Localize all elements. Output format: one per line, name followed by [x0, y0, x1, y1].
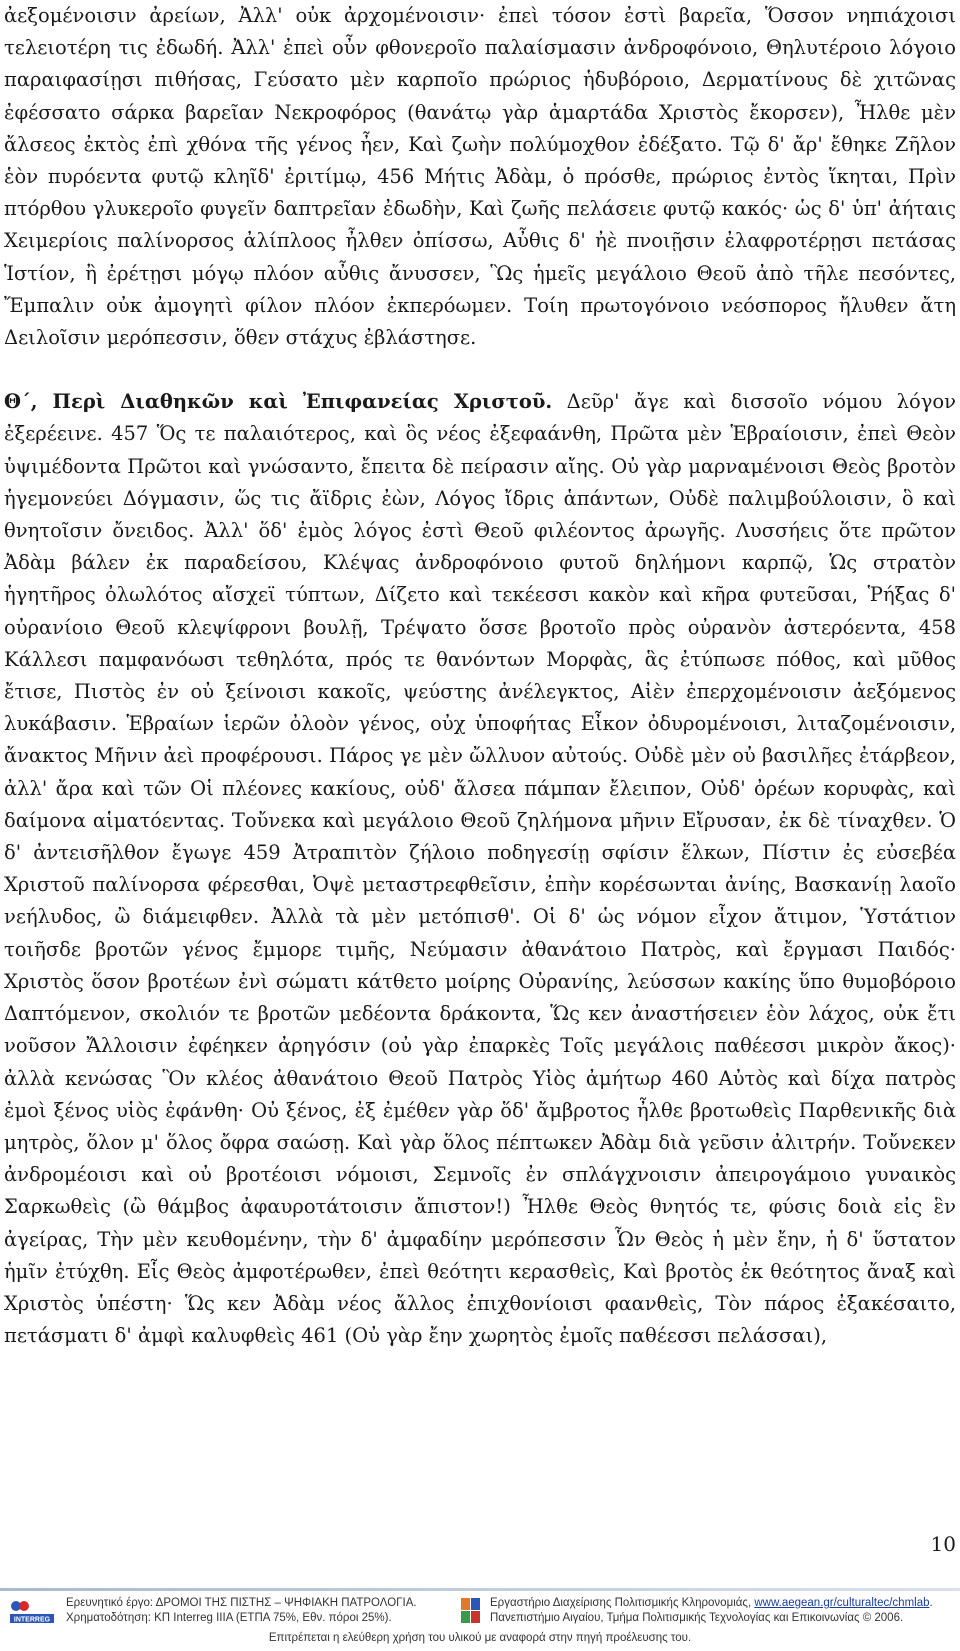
svg-text:INTERREG: INTERREG	[13, 1616, 51, 1624]
footer-lab-name: Εργαστήριο Διαχείρισης Πολιτισμικής Κληρονομιάς,	[490, 1597, 755, 1609]
paragraph-1: ἀεξομένοισιν ἀρείων, Ἀλλ' οὐκ ἀρχομένοισιν· ἐπεὶ τόσον ἐστὶ βαρεῖα, Ὅσσον νηπιάχοισι τελειοτέρη τις ἐδωδή. Ἀλλ' ἐπεὶ οὖν φθονεροῖο παλαίσμασιν ἀνδροφόνοιο, Θηλυτέροιο λόγοιο παραιφασίῃσι πιθήσας, Γεύσατο μὲν καρποῖο πρώριος ἡδυβόροιο, Δερματίνους δὲ χιτῶνας ἐφέσσατο σάρκα βαρεῖαν Νεκροφόρος (θανάτῳ γὰρ ἁμαρτάδα Χριστὸς ἔκορσεν), Ἦλθε μὲν ἄλσεος ἐκτὸς ἐπὶ χθόνα τῆς γένος ἦεν, Καὶ ζωὴν πολύμοχθον ἐδέξατο. Τῷ δ' ἄρ' ἔθηκε Ζῆλον ἑὸν πυρόεντα φυτῷ κληῖδ' ἐριτίμῳ, 456 Μήτις Ἀδὰμ, ὁ πρόσθε, πρώριος ἐντὸς ἵκηται, Πρὶν πτόρθου γλυκεροῖο φυγεῖν δαπτρεῖαν ἐδωδὴν, Καὶ ζωῆς πελάσειε φυτῷ κακός· ὡς δ' ὑπ' ἀήταις Χειμερίοις παλίνορσος ἀλίπλοος ἦλθεν ὀπίσσω, Αὖθις δ' ἠὲ πνοιῇσιν ἐλαφροτέρῃσι πετάσας Ἱστίον, ἢ ἐρέτῃσι μόγῳ πλόον αὖθις ἄνυσσεν, Ὣς ἡμεῖς μεγάλοιο Θεοῦ ἀπὸ τῆλε πεσόντες, Ἔμπαλιν οὐκ ἀμογητὶ φίλον πλόον ἐκπερόωμεν. Τοίη πρωτογόνοιο νεόσπορος ἤλυθεν ἄτη Δειλοῖσιν μερόπεσσιν, ὅθεν στάχυς ἐβλάστησε.	[4, 4, 956, 350]
section-heading: Θ΄, Περὶ Διαθηκῶν καὶ Ἐπιφανείας Χριστοῦ.	[4, 390, 553, 414]
footer-project-line: Ερευνητικό έργο: ΔΡΟΜΟΙ ΤΗΣ ΠΙΣΤΗΣ – ΨΗΦΙΑΚΗ ΠΑΤΡΟΛΟΓΙΑ.	[66, 1597, 417, 1609]
page-number: 10	[930, 1532, 956, 1556]
footer-divider	[0, 1588, 960, 1591]
footer-right	[490, 1596, 960, 1626]
footer-lab-link[interactable]: www.aegean.gr/culturaltec/chmlab	[754, 1597, 930, 1609]
footer-left	[66, 1596, 446, 1626]
paragraph-2	[4, 386, 956, 1352]
footer-university-line: Πανεπιστήμιο Αιγαίου, Τμήμα Πολιτισμικής Τεχνολογίας και Επικοινωνίας © 2006.	[490, 1612, 904, 1624]
body-text	[4, 0, 956, 1352]
lab-logo-icon	[460, 1596, 482, 1626]
paragraph-2-text: Δεῦρ' ἄγε καὶ δισσοῖο νόμου λόγον ἐξερέεινε. 457 Ὅς τε παλαιότερος, καὶ ὃς νέος ἐξεφαάνθη, Πρῶτα μὲν Ἑβραίοισιν, ἐπεὶ Θεὸν ὑψιμέδοντα Πρῶτοι καὶ γνώσαντο, ἔπειτα δὲ πείρασιν αἴης. Οὐ γὰρ μαρναμένοισι Θεὸς βροτὸν ἡγεμονεύει Δόγμασιν, ὥς τις ἄϊδρις ἐὼν, Λόγος ἴδρις ἁπάντων, Οὐδὲ παλιμβούλοισιν, ὃ καὶ θνητοῖσιν ὄνειδος. Ἀλλ' ὅδ' ἐμὸς λόγος ἐστὶ Θεοῦ φιλέοντος ἀρωγῆς. Λυσσήεις ὅτε πρῶτον Ἀδὰμ βάλεν ἐκ παραδείσου, Κλέψας ἀνδροφόνοιο φυτοῦ δηλήμονι καρπῷ, Ὡς στρατὸν ἡγητῆρος ὀλωλότος αἴσχεϊ τύπτων, Δίζετο καὶ τεκέεσσι κακὸν καὶ κῆρα φυτεῦσαι, Ῥήξας δ' οὐρανίοιο Θεοῦ κλεψίφρονι βουλῇ, Τρέψατο ὅσσε βροτοῖο πρὸς οὐρανὸν ἀστερόεντα, 458 Κάλλεσι παμφανόωσι τεθηλότα, πρός τε θανόντων Μορφὰς, ἃς ἐτύπωσε πόθος, καὶ μῦθος ἔτισε, Πιστὸς ἐν οὐ ξείνοισι κακοῖς, ψεύστης ἀνέλεγκτος, Αἰὲν ἐπερχομένοισιν ἀεξόμενος λυκάβασιν. Ἑβραίων ἱερῶν ὀλοὸν γένος, οὐχ ὑποφήτας Εἶκον ὀδυρομένοισι, λιταζομένοισιν, ἄνακτος Μῆνιν ἀεὶ προφέρουσι. Πάρος γε μὲν ὤλλυον αὐτούς. Οὐδὲ μὲν οὐ βασιλῆες ἐτάρβεον, ἀλλ' ἄρα καὶ τῶν Οἱ πλέονες κακίους, οὐδ' ἄλσεα πάμπαν ἔλειπον, Οὐδ' ὀρέων κορυφὰς, καὶ δαίμονα αἱματόεντας. Τοὔνεκα καὶ μεγάλοιο Θεοῦ ζηλήμονα μῆνιν Εἴρυσαν, ἐκ δὲ τίναχθεν. Ὁ δ' ἀντεισῆλθον ἔγωγε 459 Ἀτραπιτὸν ζήλοιο ποδηγεσίῃ σφίσιν ἕλκων, Πίστιν ἐς εὐσεβέα Χριστοῦ παλίνορσα φέρεσθαι, Ὀψὲ μεταστρεφθεῖσιν, ἐπὴν κορέσωνται ἀνίης, Βασκανίῃ λαοῖο νεήλυδος, ὢ διάμειφθεν. Ἀλλὰ τὰ μὲν μετόπισθ'. Οἱ δ' ὡς νόμον εἶχον ἄτιμον, Ὑστάτιον τοιῆσδε βροτῶν γένος ἔμμορε τιμῆς, Νεύμασιν ἀθανάτοιο Πατρὸς, καὶ ἔργμασι Παιδός· Χριστὸς ὅσον βροτέων ἐνὶ σώματι κάτθετο μοίρης Οὐρανίης, λεύσσων κακίης ὕπο θυμοβόροιο Δαπτόμενον, σκολιόν τε βροτῶν μεδέοντα δράκοντα, Ὥς κεν ἀναστήσειεν ἑὸν λάχος, οὐκ ἔτι νοῦσον Ἄλλοισιν ἐφέηκεν ἀρηγόσιν (οὐ γὰρ ἐπαρκὲς Τοῖς μεγάλοις παθέεσσι μικρὸν ἄκος)· ἀλλὰ κενώσας Ὃν κλέος ἀθανάτοιο Θεοῦ Πατρὸς Υἱὸς ἀμήτωρ 460 Αὐτὸς καὶ δίχα πατρὸς ἐμοὶ ξένος υἱὸς ἐφάνθη· Οὐ ξένος, ἐξ ἐμέθεν γὰρ ὅδ' ἄμβροτος ἦλθε βροτωθεὶς Παρθενικῆς διὰ μητρὸς, ὅλον μ' ὅλος ὄφρα σαώσῃ. Καὶ γὰρ ὅλος πέπτωκεν Ἀδὰμ διὰ γεῦσιν ἀλιτρήν. Τοὔνεκεν ἀνδρομέοισι καὶ οὐ βροτέοισι νόμοισι, Σεμνοῖς ἐν σπλάγχνοισιν ἀπειρογάμοιο γυναικὸς Σαρκωθεὶς (ὢ θάμβος ἀφαυροτάτοισιν ἄπιστον!) Ἦλθε Θεὸς θνητός τε, φύσις δοιὰ εἰς ἓν ἀγείρας, Τὴν μὲν κευθομένην, τὴν δ' ἀμφαδίην μερόπεσσιν Ὧν Θεὸς ἡ μὲν ἔην, ἡ δ' ὕστατον ἡμῖν ἐτύχθη. Εἷς Θεὸς ἀμφοτέρωθεν, ἐπεὶ θεότητι κερασθεὶς, Καὶ βροτὸς ἐκ θεότητος ἄναξ καὶ Χριστὸς ὑπέστη· Ὥς κεν Ἀδὰμ νέος ἄλλος ἐπιχθονίοισι φαανθεὶς, Τὸν πάρος ἐξακέσαιτο, πετάσματι δ' ἀμφὶ καλυφθεὶς 461 (Οὐ γὰρ ἔην χωρητὸς ἐμοῖς παθέεσσι πελάσσαι),	[4, 390, 956, 1348]
footer-lab-line	[490, 1596, 960, 1611]
footer-funding-line: Χρηματοδότηση: ΚΠ Interreg IIIA (ΕΤΠΑ 75%, Εθν. πόροι 25%).	[66, 1612, 392, 1624]
footer	[0, 1588, 960, 1651]
interreg-logo-icon	[8, 1598, 56, 1626]
footer-license-line: Επιτρέπεται η ελεύθερη χρήση του υλικού με αναφορά στην πηγή προέλευσης του.	[268, 1632, 692, 1644]
footer-lab-period: .	[929, 1597, 933, 1609]
